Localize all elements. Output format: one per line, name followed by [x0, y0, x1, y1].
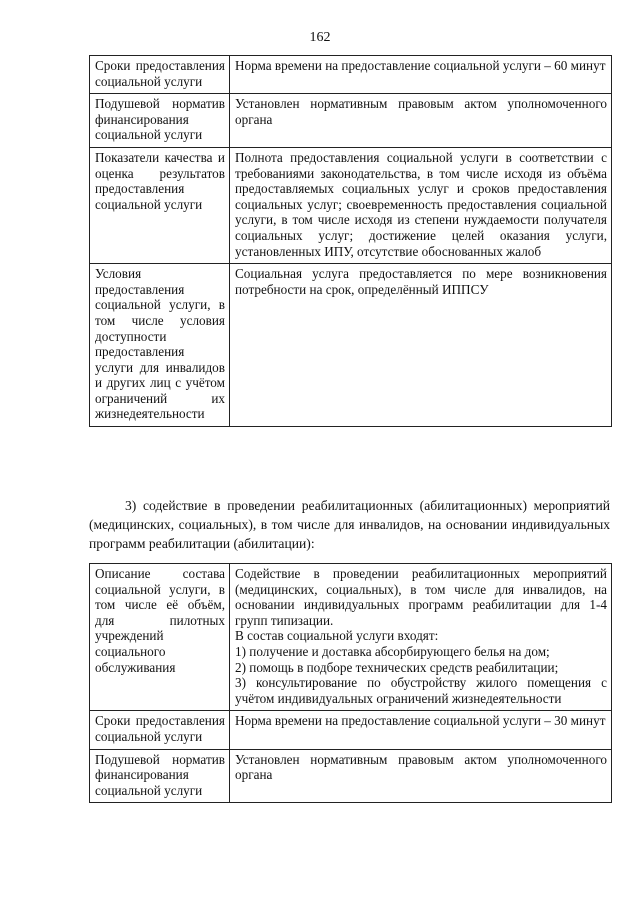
value-line: 3) консультирование по обустройству жилого помещения с учётом индивидуальных ограничений жизнедеятельности — [235, 675, 607, 706]
row-label: Показатели качества и оценка результатов предоставления социальной услуги — [90, 147, 230, 263]
value-line: Социальная услуга предоставляется по мере возникновения потребности на срок, определённый ИППСУ — [235, 266, 607, 297]
value-line: 1) получение и доставка абсорбирующего белья на дом; — [235, 643, 550, 659]
value-line: Полнота предоставления социальной услуги в соответствии с требованиями законодательства, в том числе исходя из объёма предоставляемых социальных услуг и сроков предоставления социальных услуг; своевременность предоставления социальной услуги, в том числе исходя из степени нуждаемости получателя социальных услуг; достижение целей оказания услуги, установленных ИПУ, отсутствие обоснованных жалоб — [235, 149, 607, 259]
value-line: 2) помощь в подборе технических средств реабилитации; — [235, 659, 559, 675]
value-line: Норма времени на предоставление социальной услуги – 60 минут — [235, 58, 606, 73]
row-label: Описание состава социальной услуги, в том числе её объём, для пилотных учреждений социального обслуживания — [90, 564, 230, 711]
page-number: 162 — [309, 30, 331, 45]
row-value — [230, 264, 612, 427]
row-value — [230, 56, 612, 94]
row-value — [230, 711, 612, 749]
section-paragraph: 3) содействие в проведении реабилитационных (абилитационных) мероприятий (медицинских, социальных), в том числе для инвалидов, на основании индивидуальных программ реабилитации (абилитации): — [89, 498, 610, 552]
value-line: Установлен нормативным правовым актом уполномоченного органа — [235, 96, 607, 127]
table-row — [90, 56, 612, 94]
table-row — [90, 94, 612, 148]
row-value — [230, 147, 612, 263]
value-line: Установлен нормативным правовым актом уполномоченного органа — [235, 751, 607, 783]
services-table-2 — [89, 563, 612, 803]
row-label: Сроки предоставления социальной услуги — [90, 56, 230, 94]
services-table-1 — [89, 55, 612, 427]
value-line: В состав социальной услуги входят: — [235, 628, 439, 644]
table-row — [90, 711, 612, 749]
row-label: Сроки предоставления социальной услуги — [90, 711, 230, 749]
table-row — [90, 564, 612, 711]
row-value — [230, 749, 612, 803]
table-row — [90, 147, 612, 263]
value-line: Норма времени на предоставление социальной услуги – 30 минут — [235, 713, 606, 729]
value-line: Содействие в проведении реабилитационных мероприятий (медицинских, социальных), в том числе для инвалидов, на основании индивидуальных программ реабилитации для 1-4 групп типизации. — [235, 566, 607, 628]
table-row — [90, 749, 612, 803]
row-value — [230, 94, 612, 148]
row-label: Подушевой норматив финансирования социальной услуги — [90, 94, 230, 148]
table-row — [90, 264, 612, 427]
row-value — [230, 564, 612, 711]
row-label: Подушевой норматив финансирования социальной услуги — [90, 749, 230, 803]
row-label: Условия предоставления социальной услуги, в том числе условия доступности предоставления услуги для инвалидов и других лиц с учётом ограничений их жизнедеятельности — [90, 264, 230, 427]
